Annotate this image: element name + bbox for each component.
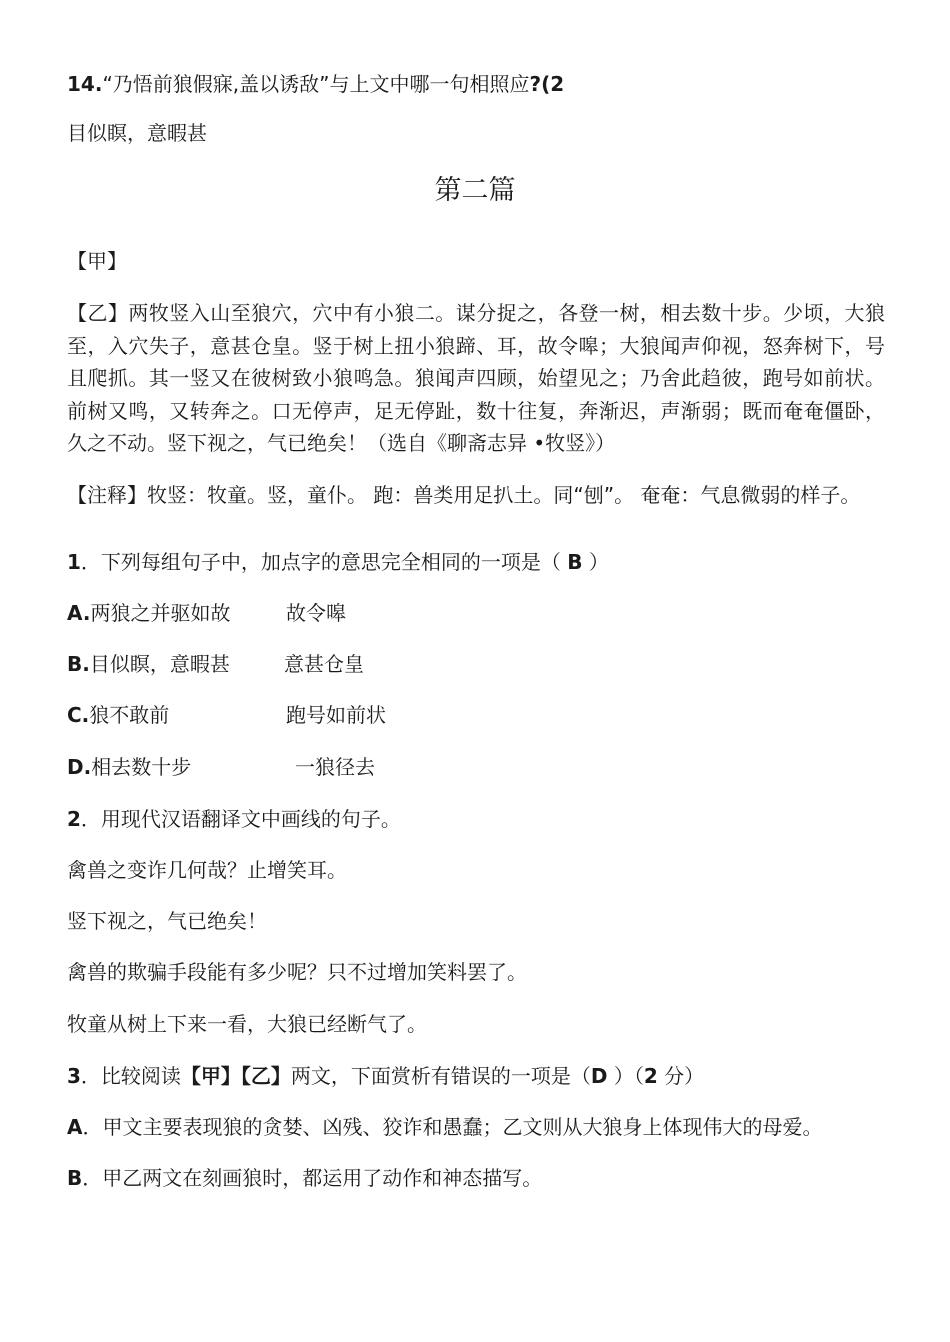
option-a: [67, 597, 230, 629]
question-1-close: ）: [582, 550, 609, 574]
question-2: [67, 803, 401, 835]
question-3-score: 2: [643, 1064, 658, 1088]
option-a-right: 故令嗥: [286, 601, 346, 625]
question-14: [67, 68, 564, 100]
option-b: [67, 648, 230, 680]
option-d-left: 相去数十步: [91, 755, 192, 779]
question-14-answer: 目似瞑，意暇甚: [67, 121, 207, 145]
question-14-text: “乃悟前狼假寐,盖以诱敌”与上文中哪一句相照应: [102, 72, 530, 96]
question-1: [67, 546, 609, 578]
question-2-sentence-1: 禽兽之变诈几何哉？止增笑耳。: [67, 858, 347, 882]
question-14-number: 14.: [67, 72, 103, 96]
option-b-letter: B.: [67, 652, 90, 676]
option-c: [67, 699, 169, 731]
option-d-right: 一狼径去: [295, 755, 375, 779]
option-b-right: 意甚仓皇: [284, 652, 364, 676]
option-d: [67, 751, 191, 783]
question-2-answer-1: 禽兽的欺骗手段能有多少呢？只不过增加笑料罢了。: [67, 960, 527, 984]
option-c-right: 跑号如前状: [286, 703, 386, 727]
question-3-close: ）（: [607, 1064, 644, 1088]
question-3-text: ．比较阅读: [80, 1064, 181, 1088]
option-a-left: 两狼之并驱如故: [90, 601, 231, 625]
question-2-text: ．用现代汉语翻译文中画线的句子。: [80, 807, 401, 831]
question-3-option-a-text: ．甲文主要表现狼的贪婪、凶残、狡诈和愚蠢；乙文则从大狼身上体现伟大的母爱。: [82, 1115, 823, 1139]
question-1-answer: B: [567, 550, 583, 574]
section-title: 第二篇: [434, 175, 516, 206]
question-3-option-b-letter: B: [67, 1166, 83, 1190]
question-3-text-mid: 两文，下面赏析有错误的一项是（: [290, 1064, 591, 1088]
yi-passage: 【乙】两牧竖入山至狼穴，穴中有小狼二。谋分捉之，各登一树，相去数十步。少顷，大狼至，入穴失子，意甚仓皇。竖于树上扭小狼蹄、耳，故令嗥；大狼闻声仰视，怒奔树下，号且爬抓。其一竖又在彼树致小狼鸣急。狼闻声四顾，始望见之；乃舍此趋彼，跑号如前状。前树又鸣，又转奔之。口无停声，足无停趾，数十往复，奔渐迟，声渐弱；既而奄奄僵卧，久之不动。竖下视之，气已绝矣！（选自《聊斋志异 •牧竖》）: [67, 301, 885, 455]
option-c-letter: C.: [67, 703, 90, 727]
question-3-option-b: [67, 1162, 542, 1194]
option-a-letter: A.: [67, 601, 91, 625]
option-b-left: 目似瞑，意暇甚: [89, 652, 230, 676]
question-3-number: 3: [67, 1064, 81, 1088]
question-3-option-a: [67, 1111, 822, 1143]
question-3-option-b-text: ．甲乙两文在刻画狼时，都运用了动作和神态描写。: [82, 1166, 543, 1190]
question-2-answer-2: 牧童从树上下来一看，大狼已经断气了。: [67, 1012, 427, 1036]
jia-label: 【甲】: [67, 249, 127, 273]
notes: 【注释】牧竖：牧童。竖，童仆。 跑：兽类用足扒土。同“刨”。 奄奄：气息微弱的样子。: [67, 483, 861, 507]
question-1-number: 1: [67, 550, 81, 574]
question-14-tail: ?(2: [529, 72, 565, 96]
option-c-left: 狼不敢前: [89, 703, 170, 727]
question-2-sentence-2: 竖下视之，气已绝矣！: [67, 909, 267, 933]
question-3-bracket-yi: 【乙】: [240, 1064, 291, 1088]
question-3-option-a-letter: A: [67, 1115, 83, 1139]
question-2-number: 2: [67, 807, 81, 831]
question-3: [67, 1060, 704, 1092]
question-3-score-unit: 分）: [657, 1064, 705, 1088]
question-1-text: ．下列每组句子中，加点字的意思完全相同的一项是（: [80, 550, 568, 574]
question-3-bracket-jia: 【甲】: [180, 1064, 241, 1088]
question-3-answer: D: [590, 1064, 608, 1088]
option-d-letter: D.: [67, 755, 92, 779]
